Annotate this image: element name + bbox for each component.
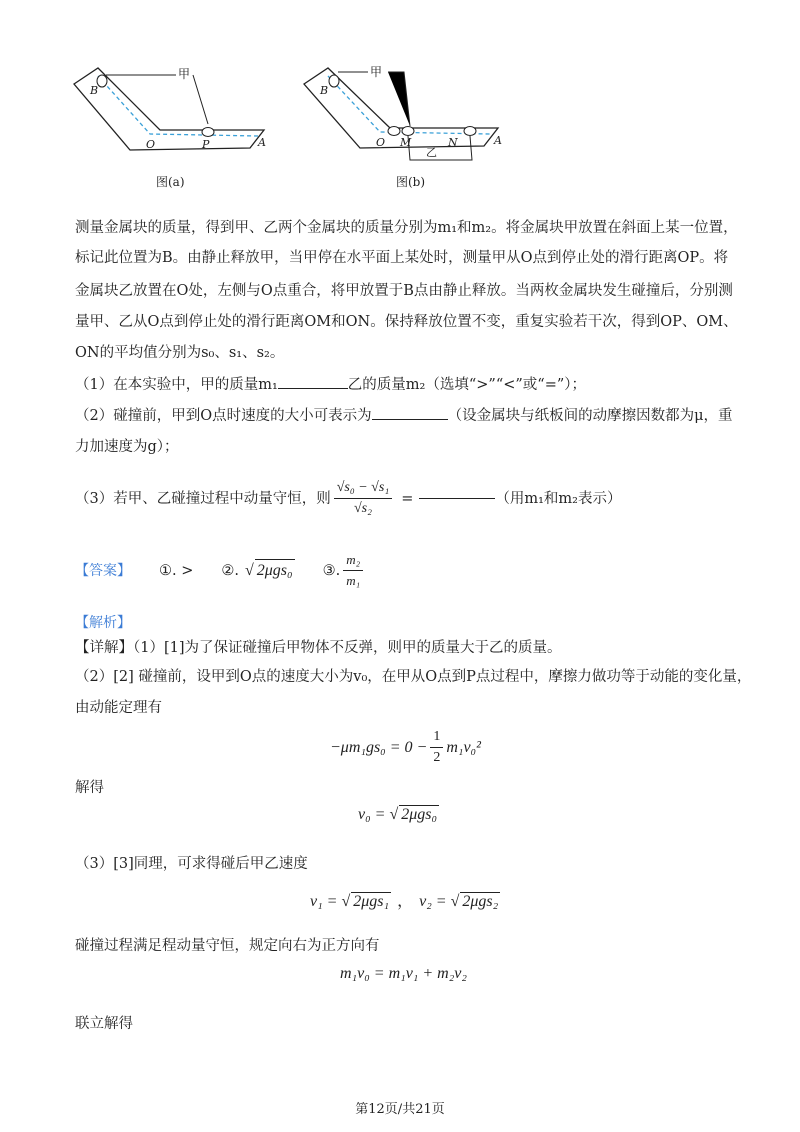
answer-3-label: ③. [322,562,341,579]
equation-3: v₁ = √ 2μgs₁ ， v₂ = √ 2μgs₂ [310,893,499,910]
equation-1: −μm₁gs₀ = 0 − $\frac{1}{2}$ m₁v₀² [330,729,481,765]
blank-3 [419,498,495,499]
detail-line-2: （2）[2] 碰撞前，设甲到O点的速度大小为v₀，在甲从O点到P点过程中，摩擦力做功等于动能的变化量， [75,669,752,685]
label-jia: 甲 [178,67,191,81]
answer-1: ①. > [159,562,194,579]
label-A-b: A [494,134,502,147]
question-2-line-2: 力加速度为g）； [75,439,179,455]
blank-2 [372,419,448,420]
block-m [402,127,414,136]
label-B-b: B [320,84,329,97]
block-jia-b [329,75,339,87]
paragraph-line-1: 测量金属块的质量，得到甲、乙两个金属块的质量分别为m₁和m₂。将金属块甲放置在斜面上某一位置， [75,220,738,236]
figure-a [68,62,278,192]
answer-2-label: ②. [221,562,239,579]
answer-2: 2μgs₀ [255,559,295,582]
paragraph-line-2: 标记此位置为B。由静止释放甲，当甲停在水平面上某处时，测量甲从O点到停止处的滑行距离OP。将 [75,250,729,266]
figure-b-caption: 图(b) [396,175,426,189]
label-O: O [146,138,156,151]
label-P: P [202,138,210,151]
detail-line-5: （3）[3]同理，可求得碰后甲乙速度 [75,856,308,872]
q3-fraction: $\frac{\text{√s₀ − √s₁}}{\text{√s₂}}$ [334,478,392,519]
label-jia-b: 甲 [370,65,383,79]
label-B: B [90,84,99,97]
answer-tag: 【答案】 [75,562,131,579]
label-A: A [258,136,266,149]
figure-a-caption: 图(a) [156,175,185,189]
equation-2: v₀ = √ 2μgs₀ [358,806,438,823]
label-O-b: O [376,136,386,149]
analysis-tag: 【解析】 [75,615,131,631]
block-n [464,127,476,136]
block-o [388,127,400,136]
block-p [202,128,214,137]
label-N: N [448,136,458,149]
detail-line-7: 联立解得 [75,1016,133,1032]
dashed-track-b [328,76,490,134]
label-yi: 乙 [426,146,437,159]
question-1: （1）在本实验中，甲的质量m₁ 乙的质量m₂（选填“>”“<”或“=”）； [75,377,587,393]
figure-b [298,62,513,192]
detail-line-3: 由动能定理有 [75,700,162,716]
paragraph-line-5: ON的平均值分别为s₀、s₁、s₂。 [75,345,285,361]
answer-3: $\frac{\text{m₂}}{\text{m₁}}$ [343,550,363,591]
block-jia [97,75,107,87]
dashed-track [98,76,258,136]
label-M: M [400,136,412,149]
question-3: （3）若甲、乙碰撞过程中动量守恒，则 $\frac{\text{√s₀ − √s₁}}{\text{√s₂}}$ = （用m₁和m₂表示） [75,478,621,519]
answer-row: 【答案】 ①. > ②. √ 2μgs₀ ③. $\frac{\text{m₂}}{\text{m₁}}$ [75,550,366,591]
detail-line-1: 【详解】（1）[1]为了保证碰撞后甲物体不反弹，则甲的质量大于乙的质量。 [75,640,562,656]
equation-4: m₁v₀ = m₁v₁ + m₂v₂ [340,965,467,982]
question-2: （2）碰撞前，甲到O点时速度的大小可表示为 （设金属块与纸板间的动摩擦因数都为μ，重 [75,408,733,424]
detail-line-4: 解得 [75,780,104,796]
page-footer: 第12页/共21页 [355,1102,445,1117]
blank-1 [278,388,348,389]
paragraph-line-3: 金属块乙放置在O处，左侧与O点重合，将甲放置于B点由静止释放。当两枚金属块发生碰撞后，分别测 [75,283,733,299]
paragraph-line-4: 量甲、乙从O点到停止处的滑行距离OM和ON。保持释放位置不变，重复实验若干次，得到OP、OM、 [75,314,738,330]
detail-line-6: 碰撞过程满足程动量守恒，规定向右为正方向有 [75,938,380,954]
